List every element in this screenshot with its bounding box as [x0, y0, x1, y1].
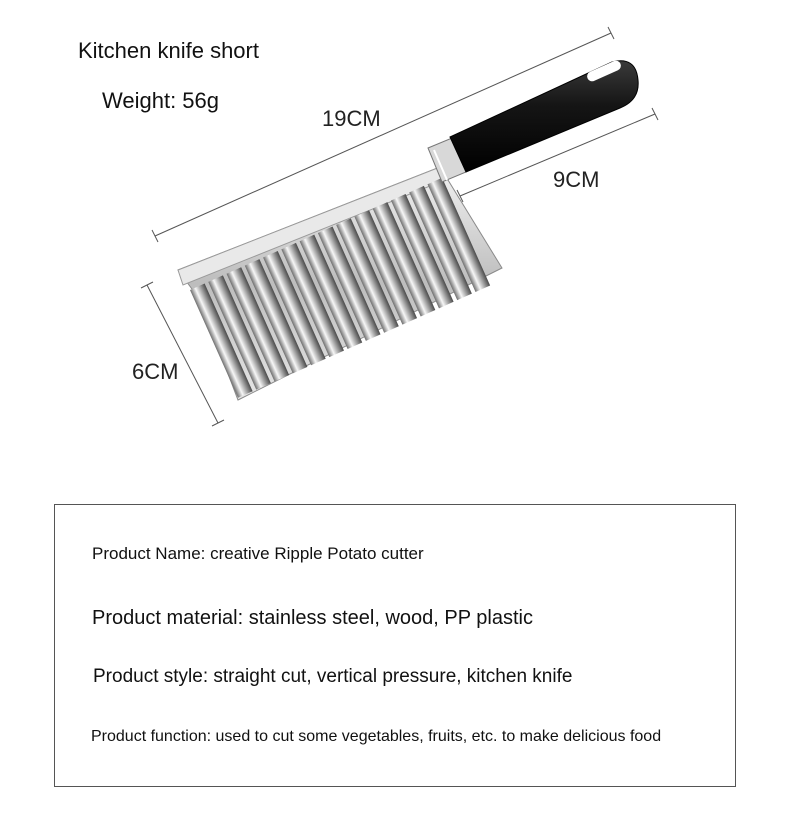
knife-blade [178, 167, 502, 400]
product-material: Product material: stainless steel, wood, PP plastic [92, 607, 533, 629]
dimension-height-label: 6CM [132, 359, 179, 384]
product-weight: Weight: 56g [102, 88, 220, 113]
product-function: Product function: used to cut some vegetables, fruits, etc. to make delicious food [91, 728, 662, 745]
dimension-length-label: 19CM [322, 106, 381, 131]
product-name: Product Name: creative Ripple Potato cutter [92, 544, 424, 563]
product-style: Product style: straight cut, vertical pressure, kitchen knife [93, 666, 573, 687]
product-info-box [54, 504, 736, 787]
product-title: Kitchen knife short [78, 38, 259, 63]
knife-handle [450, 59, 638, 172]
dimension-width-label: 9CM [553, 167, 600, 192]
